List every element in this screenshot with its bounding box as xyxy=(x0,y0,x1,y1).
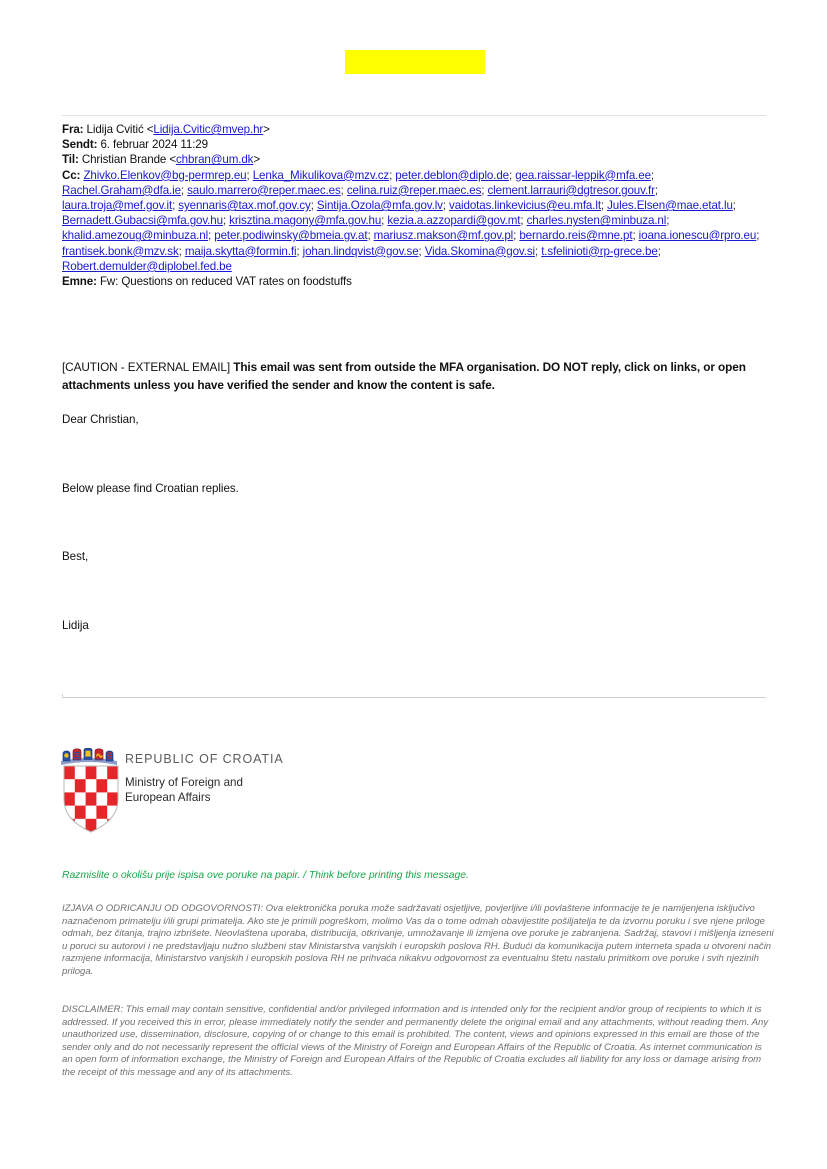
cc-separator: ; xyxy=(222,214,230,228)
cc-address-link[interactable]: Robert.demulder@diplobel.fed.be xyxy=(62,259,232,273)
subject-value: Fw: Questions on reduced VAT rates on foodstuffs xyxy=(99,275,352,289)
cc-separator: ; xyxy=(508,168,516,182)
disclaimer-english: DISCLAIMER: This email may contain sensitive, confidential and/or privileged information and is intended only for the recipient and/or group of recipients to which it is addressed. If you received this in error, please immediately notify the sender and permanently delete the original email and any attachments, without reading them. Any unauthorized use, dissemination, disclosure, copying of or change to this email is prohibited. The content, views and opinions expressed in this email are those of the sender only and do not necessarily represent the official views of the Ministry of Foreign and European Affairs of the Republic of Croatia. As internet communication is an open form of information exchange, the Ministry of Foreign and European Affairs of the Republic of Croatia excludes all liability for any loss or damage arising from the receipt of this message and any of its attachments. xyxy=(62,1004,769,1078)
cc-address-link[interactable]: gea.raissar-leppik@mfa.ee xyxy=(515,168,651,182)
environmental-notice: Razmislite o okolišu prije ispisa ove poruke na papir. / Think before printing this message. xyxy=(62,870,469,881)
cc-separator: ; xyxy=(381,214,388,228)
cc-separator: ; xyxy=(534,244,542,258)
caution-text: This email was sent from outside the MFA organisation. DO NOT reply, click on links, or open attachments unless you have verified the sender and know the content is safe. xyxy=(62,360,746,392)
cc-address-link[interactable]: vaidotas.linkevicius@eu.mfa.lt xyxy=(449,199,601,213)
cc-label: Cc: xyxy=(62,168,81,182)
cc-separator: ; xyxy=(481,183,488,197)
cc-separator: ; xyxy=(172,199,179,213)
cc-separator: ; xyxy=(246,168,253,182)
croatian-coat-of-arms-icon xyxy=(60,748,122,834)
cc-address-link[interactable]: Sintija.Ozola@mfa.gov.lv xyxy=(316,199,443,213)
caution-tag: [CAUTION - EXTERNAL EMAIL] xyxy=(62,360,231,374)
signature-ministry-line-1: Ministry of Foreign and xyxy=(125,776,243,789)
cc-address-link[interactable]: peter.deblon@diplo.de xyxy=(395,168,509,182)
cc-separator: ; xyxy=(520,214,527,228)
cc-address-link[interactable]: krisztina.magony@mfa.gov.hu xyxy=(229,214,382,228)
from-name: Lidija Cvitić < xyxy=(86,123,154,136)
cc-separator: ; xyxy=(600,199,608,213)
signature-block xyxy=(60,748,380,840)
cc-separator: ; xyxy=(442,199,450,213)
cc-address-link[interactable]: ioana.ionescu@rpro.eu xyxy=(638,229,757,243)
body-sender-name: Lidija xyxy=(62,619,89,632)
cc-address-link[interactable]: Vida.Skomina@gov.si xyxy=(424,244,535,258)
cc-address-link[interactable]: Zhivko.Elenkov@bg-permrep.eu xyxy=(83,168,247,182)
cc-separator: ; xyxy=(650,168,655,182)
cc-address-link[interactable]: frantisek.bonk@mzv.sk xyxy=(62,244,179,258)
cc-separator: ; xyxy=(178,244,185,258)
external-email-caution-banner xyxy=(62,359,770,394)
cc-address-link[interactable]: Rachel.Graham@dfa.ie xyxy=(62,183,181,197)
cc-separator: ; xyxy=(310,199,317,213)
body-closing: Best, xyxy=(62,550,89,563)
cc-address-link[interactable]: kezia.a.azzopardi@gov.mt xyxy=(387,214,521,228)
sent-label: Sendt: xyxy=(62,138,98,152)
header-row-from xyxy=(62,122,774,137)
signature-country: REPUBLIC OF CROATIA xyxy=(125,752,284,766)
cc-address-link[interactable]: mariusz.makson@mf.gov.pl xyxy=(373,229,514,243)
to-name: Christian Brande < xyxy=(81,153,176,167)
from-address-link[interactable]: Lidija.Cvitic@mvep.hr xyxy=(153,123,264,136)
cc-address-link[interactable]: saulo.marrero@reper.maec.es xyxy=(187,183,341,197)
header-row-cc xyxy=(62,168,774,274)
cc-separator: ; xyxy=(418,244,425,258)
cc-separator: ; xyxy=(208,229,215,243)
header-row-to xyxy=(62,152,774,167)
to-label: Til: xyxy=(62,153,79,167)
header-row-subject xyxy=(62,274,774,289)
signature-ministry xyxy=(125,776,355,805)
subject-label: Emne: xyxy=(62,275,97,289)
cc-separator: ; xyxy=(340,183,347,197)
cc-separator: ; xyxy=(180,183,188,197)
cc-separator: ; xyxy=(654,183,658,197)
cc-address-link[interactable]: peter.podiwinsky@bmeia.gv.at xyxy=(214,229,368,243)
email-header-block xyxy=(62,122,774,289)
signature-text xyxy=(125,752,355,805)
cc-address-list xyxy=(62,169,759,273)
cc-address-link[interactable]: khalid.amezoug@minbuza.nl xyxy=(62,229,209,243)
cc-address-link[interactable]: celina.ruiz@reper.maec.es xyxy=(346,183,482,197)
cc-address-link[interactable]: t.sfelinioti@rp-grece.be xyxy=(541,244,658,258)
cc-separator: ; xyxy=(389,168,396,182)
body-greeting: Dear Christian, xyxy=(62,413,139,426)
cc-separator: ; xyxy=(666,214,670,228)
cc-address-link[interactable]: maija.skytta@formin.fi xyxy=(184,244,297,258)
cc-address-link[interactable]: charles.nysten@minbuza.nl xyxy=(526,214,667,228)
to-address-link[interactable]: chbran@um.dk xyxy=(176,153,254,167)
signature-divider xyxy=(62,697,766,698)
cc-address-link[interactable]: johan.lindqvist@gov.se xyxy=(302,244,419,258)
sent-value: 6. februar 2024 11:29 xyxy=(100,138,208,152)
cc-separator: ; xyxy=(367,229,374,243)
cc-address-link[interactable]: Lenka_Mikulikova@mzv.cz xyxy=(252,168,390,182)
header-divider-top xyxy=(62,115,766,116)
cc-address-link[interactable]: Jules.Elsen@mae.etat.lu xyxy=(607,199,733,213)
cc-address-link[interactable]: bernardo.reis@mne.pt xyxy=(519,229,633,243)
cc-separator: ; xyxy=(756,229,760,243)
from-label: Fra: xyxy=(62,123,84,136)
cc-separator: ; xyxy=(513,229,520,243)
cc-address-link[interactable]: syennaris@tax.mof.gov.cy xyxy=(178,199,311,213)
redaction-block xyxy=(345,50,485,74)
signature-ministry-line-2: European Affairs xyxy=(125,790,211,804)
to-bracket-close: > xyxy=(253,153,261,167)
cc-separator: ; xyxy=(732,199,736,213)
cc-address-link[interactable]: laura.troja@mef.gov.it xyxy=(62,199,173,213)
cc-separator: ; xyxy=(296,244,303,258)
cc-separator: ; xyxy=(632,229,639,243)
cc-address-link[interactable]: clement.larrauri@dgtresor.gouv.fr xyxy=(487,183,655,197)
body-paragraph-1: Below please find Croatian replies. xyxy=(62,482,239,495)
disclaimer-croatian: IZJAVA O ODRICANJU OD ODGOVORNOSTI: Ova elektronička poruka može sadržavati osjetljive, povjerljive i/ili povlaštene informacije te je namijenjena isključivo naznačenom primatelju i/ili grupi primatelja. Ako ste je primili pogreškom, molimo Vas da o tome odmah obavijestite pošiljatelja te da izvornu poruku i sve njene priloge odmah, bez čitanja, trajno izbrišete. Neovlaštena uporaba, distribucija, otkrivanje, umnožavanje ili izmjena ove poruke je zabranjena. Sadržaj, stavovi i mišljenja izneseni u poruci su autorovi i ne predstavljaju nužno službeni stav Ministarstva vanjskih i europskih poslova RH. Budući da komunikacija putem interneta spada u otvoreni način razmjene informacija, Ministarstvo vanjskih i europskih poslova RH ne prihvaća nikakvu odgovornost za eventualnu štetu nastalu primitkom ove poruke i svih njezinih priloga. xyxy=(62,903,774,977)
cc-address-link[interactable]: Bernadett.Gubacsi@mfa.gov.hu xyxy=(62,214,223,228)
cc-separator: ; xyxy=(657,244,661,258)
from-bracket-close: > xyxy=(263,123,270,136)
header-row-sent xyxy=(62,137,774,152)
